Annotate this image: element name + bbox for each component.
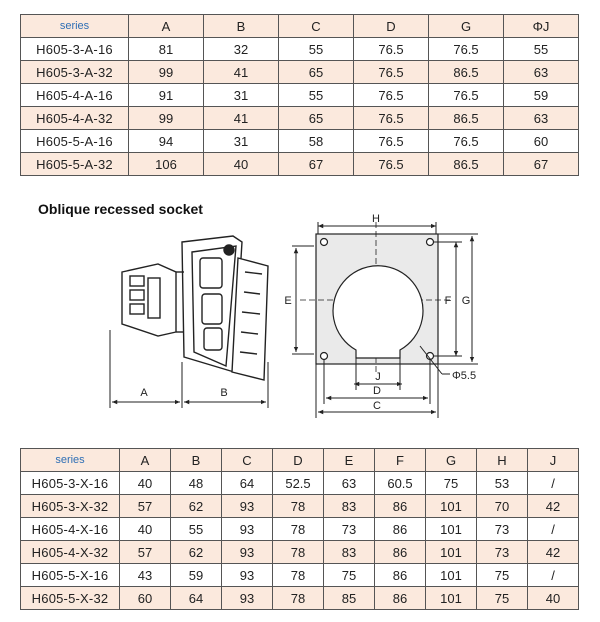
- table-row: [21, 495, 579, 518]
- value-cell: 60.5: [375, 472, 426, 495]
- value-cell: 65: [279, 107, 354, 130]
- header-cell: C: [222, 449, 273, 472]
- value-cell: 78: [273, 495, 324, 518]
- header-cell: D: [273, 449, 324, 472]
- socket-front-view: [300, 222, 452, 374]
- value-cell: 63: [504, 107, 579, 130]
- value-cell: 62: [171, 495, 222, 518]
- table-row: [21, 84, 579, 107]
- dim-label-h: H: [372, 213, 380, 225]
- value-cell: /: [528, 518, 579, 541]
- value-cell: 60: [120, 587, 171, 610]
- value-cell: 99: [129, 61, 204, 84]
- model-cell: H605-3-X-16: [21, 472, 120, 495]
- value-cell: 57: [120, 541, 171, 564]
- value-cell: 53: [477, 472, 528, 495]
- value-cell: /: [528, 472, 579, 495]
- table-row: [21, 472, 579, 495]
- value-cell: 55: [504, 38, 579, 61]
- value-cell: 85: [324, 587, 375, 610]
- table-header-row: [21, 15, 579, 38]
- value-cell: 76.5: [429, 130, 504, 153]
- table-row: [21, 61, 579, 84]
- header-cell: H: [477, 449, 528, 472]
- header-cell: D: [354, 15, 429, 38]
- table-row: [21, 153, 579, 176]
- value-cell: 40: [528, 587, 579, 610]
- value-cell: 31: [204, 84, 279, 107]
- value-cell: 78: [273, 541, 324, 564]
- section-title: Oblique recessed socket: [38, 201, 203, 217]
- value-cell: 60: [504, 130, 579, 153]
- value-cell: 93: [222, 518, 273, 541]
- model-cell: H605-4-X-16: [21, 518, 120, 541]
- value-cell: 40: [204, 153, 279, 176]
- model-cell: H605-5-X-16: [21, 564, 120, 587]
- table-header-row: [21, 449, 579, 472]
- value-cell: 43: [120, 564, 171, 587]
- socket-dimension-drawing: [100, 212, 500, 434]
- table-row: [21, 587, 579, 610]
- dimension-table-a: [20, 14, 579, 176]
- table-row: [21, 564, 579, 587]
- value-cell: 86: [375, 541, 426, 564]
- dim-label-d: D: [373, 385, 381, 397]
- value-cell: 86.5: [429, 61, 504, 84]
- header-cell: F: [375, 449, 426, 472]
- value-cell: 63: [324, 472, 375, 495]
- dim-label-g: G: [461, 295, 471, 307]
- value-cell: 83: [324, 495, 375, 518]
- value-cell: 42: [528, 541, 579, 564]
- dim-label-b: B: [220, 387, 228, 399]
- value-cell: 48: [171, 472, 222, 495]
- value-cell: 75: [477, 564, 528, 587]
- value-cell: 101: [426, 541, 477, 564]
- value-cell: 64: [222, 472, 273, 495]
- value-cell: 75: [426, 472, 477, 495]
- dim-label-j: J: [375, 371, 381, 383]
- value-cell: 55: [171, 518, 222, 541]
- dim-label-c: C: [373, 400, 381, 412]
- value-cell: 32: [204, 38, 279, 61]
- table-row: [21, 38, 579, 61]
- value-cell: 86: [375, 587, 426, 610]
- value-cell: 94: [129, 130, 204, 153]
- value-cell: 93: [222, 587, 273, 610]
- table-row: [21, 541, 579, 564]
- value-cell: 86.5: [429, 153, 504, 176]
- value-cell: 86: [375, 518, 426, 541]
- value-cell: 76.5: [429, 84, 504, 107]
- header-cell: series: [21, 15, 129, 38]
- model-cell: H605-5-X-32: [21, 587, 120, 610]
- header-cell: A: [120, 449, 171, 472]
- value-cell: 64: [171, 587, 222, 610]
- model-cell: H605-4-A-32: [21, 107, 129, 130]
- value-cell: /: [528, 564, 579, 587]
- value-cell: 67: [504, 153, 579, 176]
- value-cell: 63: [504, 61, 579, 84]
- value-cell: 41: [204, 107, 279, 130]
- header-cell: E: [324, 449, 375, 472]
- header-cell: J: [528, 449, 579, 472]
- value-cell: 101: [426, 587, 477, 610]
- value-cell: 76.5: [354, 130, 429, 153]
- dim-label-hole-diameter: Φ5.5: [452, 370, 477, 382]
- value-cell: 101: [426, 495, 477, 518]
- value-cell: 42: [528, 495, 579, 518]
- value-cell: 62: [171, 541, 222, 564]
- value-cell: 106: [129, 153, 204, 176]
- value-cell: 76.5: [354, 107, 429, 130]
- table-row: [21, 107, 579, 130]
- value-cell: 78: [273, 564, 324, 587]
- dim-label-a: A: [140, 387, 148, 399]
- value-cell: 101: [426, 518, 477, 541]
- value-cell: 99: [129, 107, 204, 130]
- header-cell: G: [429, 15, 504, 38]
- value-cell: 59: [504, 84, 579, 107]
- dim-label-f: F: [444, 295, 452, 307]
- value-cell: 67: [279, 153, 354, 176]
- header-cell: B: [171, 449, 222, 472]
- value-cell: 83: [324, 541, 375, 564]
- value-cell: 76.5: [354, 38, 429, 61]
- value-cell: 55: [279, 38, 354, 61]
- value-cell: 57: [120, 495, 171, 518]
- value-cell: 81: [129, 38, 204, 61]
- value-cell: 73: [477, 541, 528, 564]
- header-cell: B: [204, 15, 279, 38]
- value-cell: 31: [204, 130, 279, 153]
- dimension-table-x: [20, 448, 579, 610]
- value-cell: 76.5: [354, 153, 429, 176]
- value-cell: 73: [477, 518, 528, 541]
- table-row: [21, 518, 579, 541]
- model-cell: H605-3-A-16: [21, 38, 129, 61]
- value-cell: 86.5: [429, 107, 504, 130]
- model-cell: H605-5-A-16: [21, 130, 129, 153]
- value-cell: 58: [279, 130, 354, 153]
- model-cell: H605-3-X-32: [21, 495, 120, 518]
- header-cell: series: [21, 449, 120, 472]
- value-cell: 55: [279, 84, 354, 107]
- value-cell: 76.5: [429, 38, 504, 61]
- value-cell: 93: [222, 564, 273, 587]
- model-cell: H605-4-A-16: [21, 84, 129, 107]
- dim-label-e: E: [284, 295, 292, 307]
- value-cell: 93: [222, 541, 273, 564]
- value-cell: 78: [273, 587, 324, 610]
- value-cell: 41: [204, 61, 279, 84]
- header-cell: C: [279, 15, 354, 38]
- value-cell: 52.5: [273, 472, 324, 495]
- model-cell: H605-4-X-32: [21, 541, 120, 564]
- header-cell: A: [129, 15, 204, 38]
- value-cell: 93: [222, 495, 273, 518]
- value-cell: 91: [129, 84, 204, 107]
- value-cell: 59: [171, 564, 222, 587]
- value-cell: 70: [477, 495, 528, 518]
- value-cell: 73: [324, 518, 375, 541]
- model-cell: H605-3-A-32: [21, 61, 129, 84]
- table-row: [21, 130, 579, 153]
- value-cell: 86: [375, 564, 426, 587]
- value-cell: 75: [477, 587, 528, 610]
- header-cell: ΦJ: [504, 15, 579, 38]
- value-cell: 76.5: [354, 61, 429, 84]
- value-cell: 101: [426, 564, 477, 587]
- value-cell: 76.5: [354, 84, 429, 107]
- value-cell: 78: [273, 518, 324, 541]
- value-cell: 40: [120, 518, 171, 541]
- socket-side-view: [122, 236, 268, 380]
- value-cell: 40: [120, 472, 171, 495]
- value-cell: 65: [279, 61, 354, 84]
- model-cell: H605-5-A-32: [21, 153, 129, 176]
- value-cell: 75: [324, 564, 375, 587]
- header-cell: G: [426, 449, 477, 472]
- value-cell: 86: [375, 495, 426, 518]
